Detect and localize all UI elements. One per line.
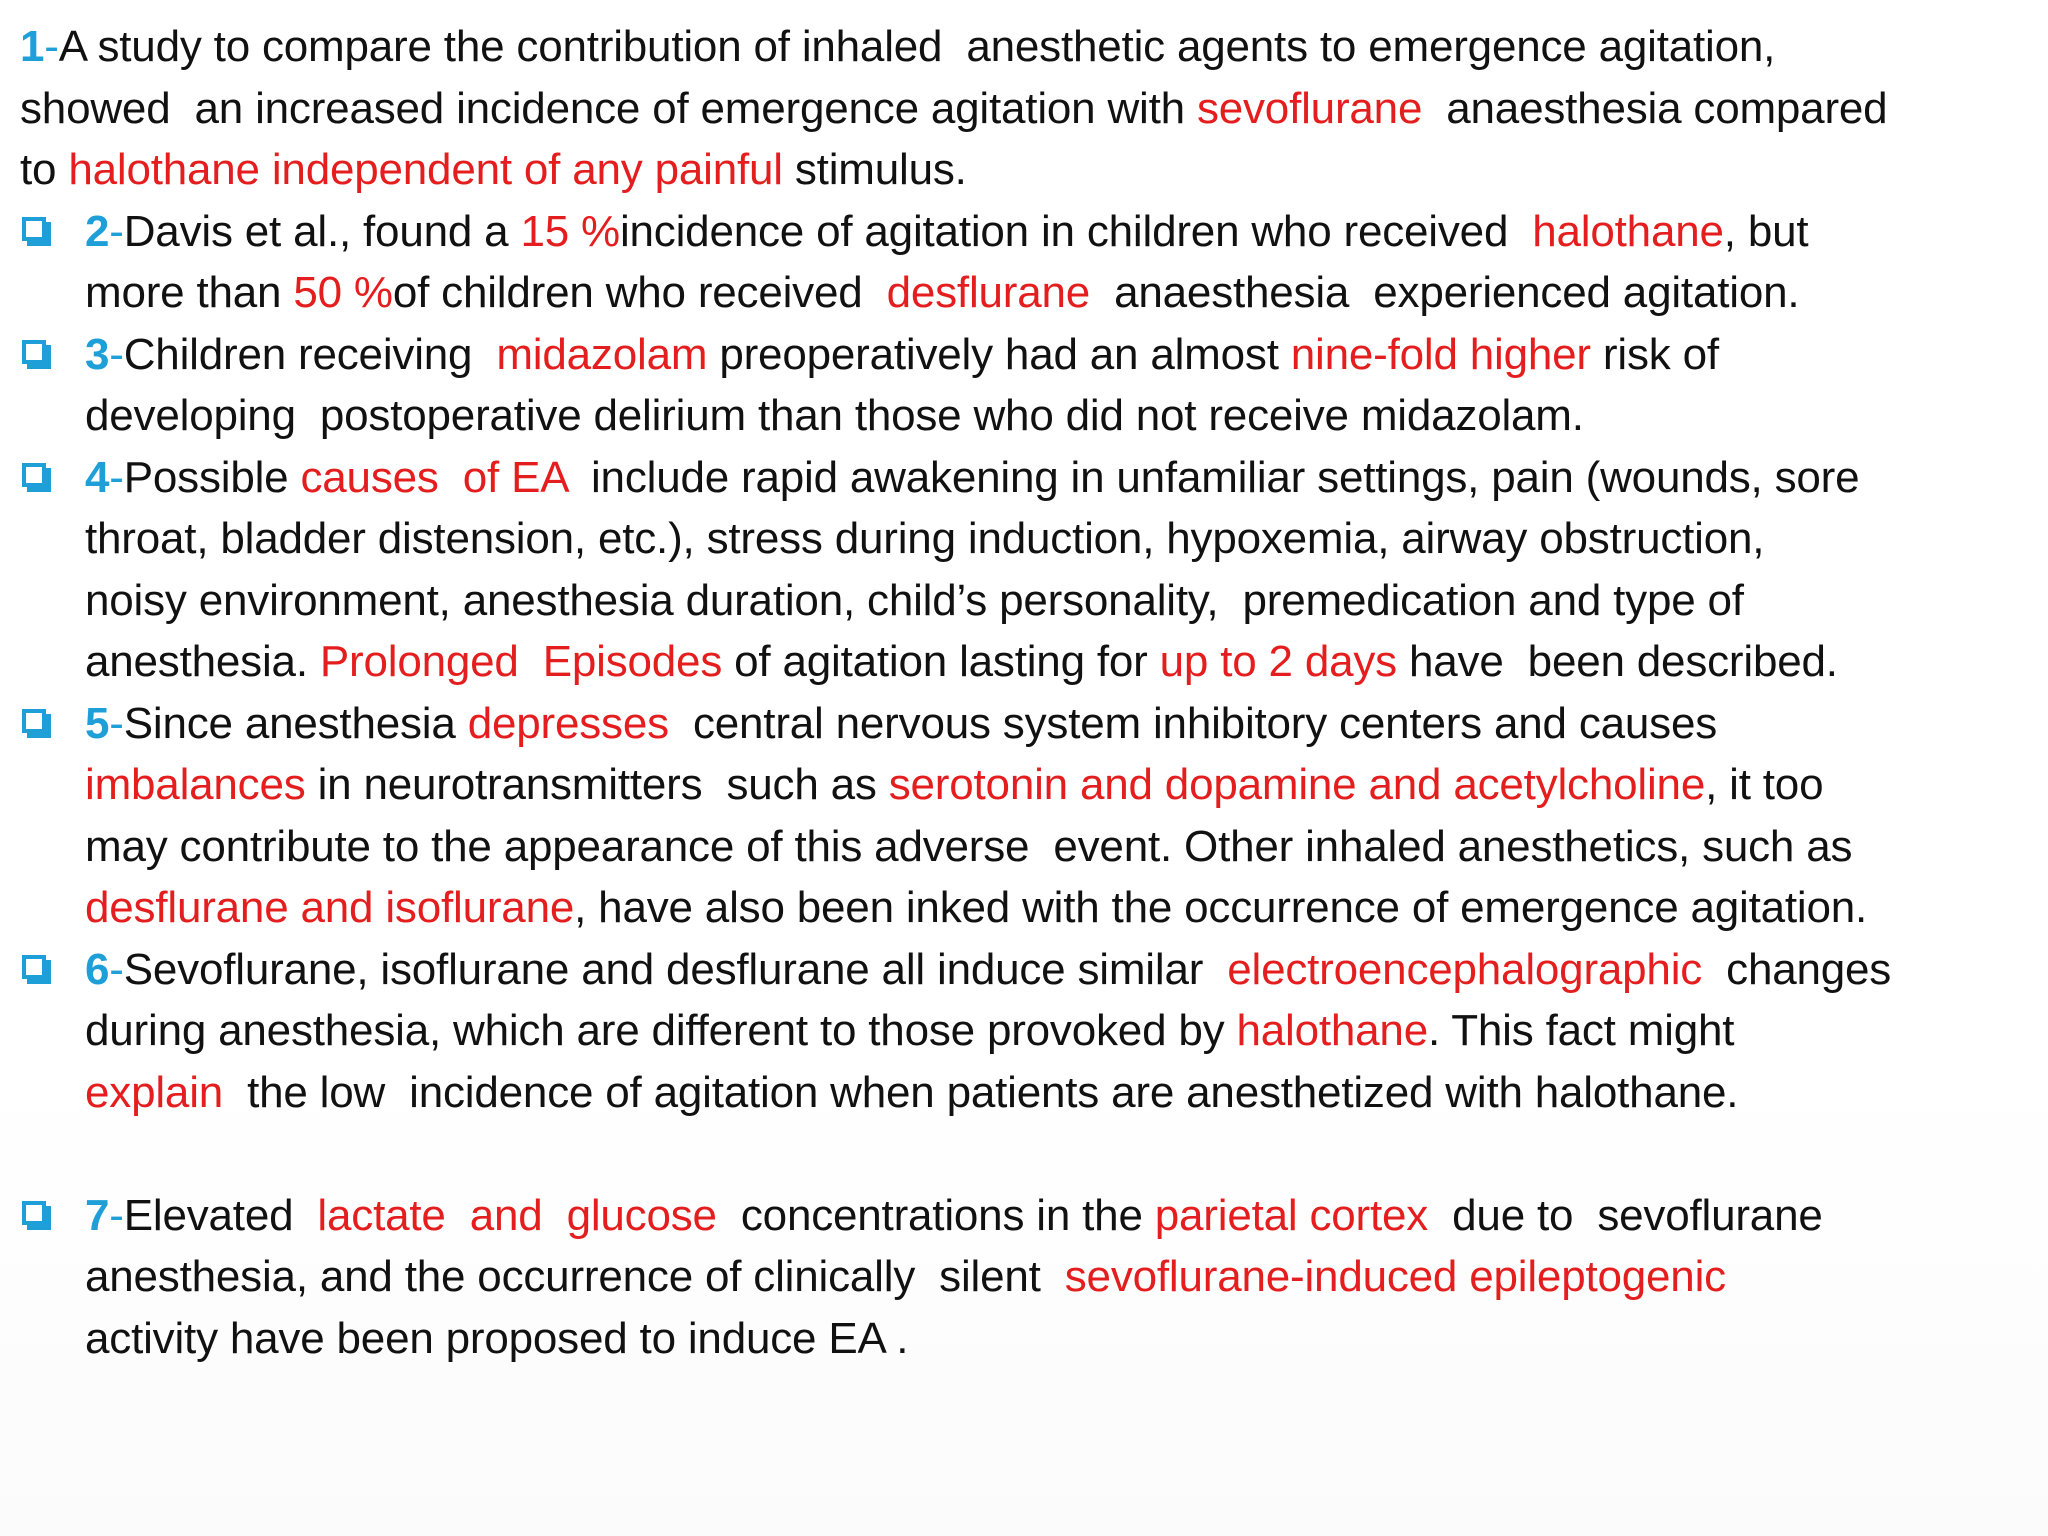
text-segment: risk of bbox=[1590, 329, 1719, 379]
text-line bbox=[85, 508, 2040, 570]
text-line bbox=[85, 1308, 2040, 1370]
text-segment: anaesthesia compared bbox=[1422, 83, 1888, 133]
item-number-dash: - bbox=[109, 206, 124, 256]
text-segment: preoperatively had an almost bbox=[707, 329, 1291, 379]
text-segment: Possible bbox=[123, 452, 301, 502]
text-line bbox=[85, 570, 2040, 632]
text-line bbox=[20, 139, 2040, 201]
highlighted-term: imbalances bbox=[85, 760, 306, 809]
highlighted-term: depresses bbox=[467, 698, 669, 748]
slide-content bbox=[20, 16, 2040, 1369]
text-line bbox=[20, 16, 2040, 78]
text-segment: Children receiving bbox=[123, 329, 497, 379]
highlighted-term: up to 2 days bbox=[1159, 637, 1397, 686]
text-segment: noisy environment, anesthesia duration, child’s personality, premedication and type of bbox=[85, 575, 1744, 625]
text-line bbox=[85, 1246, 2040, 1308]
text-segment: throat, bladder distension, etc.), stress during induction, hypoxemia, airway obstruction, bbox=[85, 514, 1765, 563]
text-line bbox=[20, 78, 2040, 140]
text-segment: incidence of agitation in children who received bbox=[619, 206, 1533, 256]
text-segment: activity have been proposed to induce EA . bbox=[85, 1313, 909, 1363]
highlighted-term: serotonin and dopamine and acetylcholine bbox=[888, 760, 1706, 809]
highlighted-term: Prolonged Episodes bbox=[319, 637, 723, 686]
spacer bbox=[20, 1123, 2040, 1185]
item-number: 4 bbox=[85, 452, 110, 502]
highlighted-term: sevoflurane bbox=[1196, 83, 1423, 133]
text-segment: in neurotransmitters such as bbox=[305, 760, 889, 809]
text-line bbox=[85, 1185, 2040, 1247]
text-segment: the low incidence of agitation when patients are anesthetized with halothane. bbox=[223, 1067, 1739, 1117]
text-segment: concentrations in the bbox=[716, 1190, 1155, 1240]
text-segment: have been described. bbox=[1396, 637, 1838, 686]
highlighted-term: halothane bbox=[1236, 1006, 1428, 1055]
highlighted-term: nine-fold higher bbox=[1290, 329, 1591, 379]
text-segment: Davis et al., found a bbox=[123, 206, 521, 256]
text-line bbox=[85, 324, 2040, 386]
text-segment: may contribute to the appearance of this adverse event. Other inhaled anesthetics, such as bbox=[85, 821, 1853, 871]
item-number: 7 bbox=[85, 1190, 110, 1240]
text-segment: to bbox=[20, 145, 69, 194]
text-line bbox=[85, 693, 2040, 755]
text-segment: include rapid awakening in unfamiliar settings, pain (wounds, sore bbox=[566, 452, 1860, 502]
text-segment: Sevoflurane, isoflurane and desflurane all induce similar bbox=[123, 944, 1228, 994]
text-segment: Since anesthesia bbox=[123, 698, 468, 748]
highlighted-term: sevoflurane-induced epileptogenic bbox=[1064, 1252, 1726, 1301]
text-segment: , it too bbox=[1705, 760, 1824, 809]
list-item-1 bbox=[20, 16, 2040, 201]
text-segment: showed an increased incidence of emergence agitation with bbox=[20, 83, 1197, 133]
checkbox-square-bullet-icon bbox=[22, 217, 46, 241]
item-number: 3 bbox=[85, 329, 110, 379]
text-line bbox=[85, 877, 2040, 939]
highlighted-term: halothane bbox=[1532, 206, 1724, 256]
item-number-dash: - bbox=[109, 944, 124, 994]
item-number: 6 bbox=[85, 944, 110, 994]
text-segment: during anesthesia, which are different to those provoked by bbox=[85, 1006, 1237, 1055]
text-line bbox=[85, 447, 2040, 509]
text-segment: stimulus. bbox=[782, 145, 967, 194]
text-segment: , but bbox=[1723, 206, 1809, 256]
text-line bbox=[85, 201, 2040, 263]
highlighted-term: lactate and glucose bbox=[317, 1190, 717, 1240]
text-segment: . This fact might bbox=[1427, 1006, 1735, 1055]
item-number-dash: - bbox=[109, 698, 124, 748]
checkbox-square-bullet-icon bbox=[22, 340, 46, 364]
text-segment: of agitation lasting for bbox=[722, 637, 1160, 686]
list-item-7 bbox=[20, 1185, 2040, 1370]
text-segment: changes bbox=[1702, 944, 1892, 994]
highlighted-term: 50 % bbox=[293, 268, 393, 317]
text-segment: developing postoperative delirium than those who did not receive midazolam. bbox=[85, 391, 1584, 440]
text-line bbox=[85, 1062, 2040, 1124]
text-line bbox=[85, 262, 2040, 324]
checkbox-square-bullet-icon bbox=[22, 1201, 46, 1225]
list-item-5 bbox=[20, 693, 2040, 939]
list-item-4 bbox=[20, 447, 2040, 693]
text-segment: Elevated bbox=[123, 1190, 318, 1240]
text-line bbox=[85, 1000, 2040, 1062]
text-line bbox=[85, 631, 2040, 693]
text-line bbox=[85, 816, 2040, 878]
item-number: 1 bbox=[20, 22, 45, 71]
highlighted-term: desflurane and isoflurane bbox=[85, 883, 575, 932]
checkbox-square-bullet-icon bbox=[22, 463, 46, 487]
text-segment: anesthesia. bbox=[85, 637, 320, 686]
item-number-dash: - bbox=[109, 1190, 124, 1240]
highlighted-term: parietal cortex bbox=[1154, 1190, 1429, 1240]
text-segment: A study to compare the contribution of inhaled anesthetic agents to emergence agitation, bbox=[58, 22, 1776, 71]
text-segment: , have also been inked with the occurrence of emergence agitation. bbox=[574, 883, 1868, 932]
text-segment: anesthesia, and the occurrence of clinically silent bbox=[85, 1252, 1065, 1301]
text-segment: of children who received bbox=[392, 268, 887, 317]
highlighted-term: explain bbox=[85, 1067, 224, 1117]
item-number-dash: - bbox=[109, 452, 124, 502]
highlighted-term: 15 % bbox=[520, 206, 620, 256]
text-segment: central nervous system inhibitory centers and causes bbox=[668, 698, 1718, 748]
checkbox-square-bullet-icon bbox=[22, 955, 46, 979]
highlighted-term: halothane independent of any painful bbox=[68, 145, 783, 194]
highlighted-term: electroencephalographic bbox=[1227, 944, 1703, 994]
list-item-6 bbox=[20, 939, 2040, 1124]
highlighted-term: causes of EA bbox=[300, 452, 567, 502]
list-item-2 bbox=[20, 201, 2040, 324]
text-line bbox=[85, 385, 2040, 447]
text-segment: anaesthesia experienced agitation. bbox=[1090, 268, 1800, 317]
item-number-dash: - bbox=[44, 22, 59, 71]
highlighted-term: midazolam bbox=[496, 329, 708, 379]
text-segment: more than bbox=[85, 268, 294, 317]
item-number: 2 bbox=[85, 206, 110, 256]
text-line bbox=[85, 939, 2040, 1001]
checkbox-square-bullet-icon bbox=[22, 709, 46, 733]
item-number: 5 bbox=[85, 698, 110, 748]
list-item-3 bbox=[20, 324, 2040, 447]
text-segment: due to sevoflurane bbox=[1428, 1190, 1823, 1240]
highlighted-term: desflurane bbox=[886, 268, 1091, 317]
text-line bbox=[85, 754, 2040, 816]
item-number-dash: - bbox=[109, 329, 124, 379]
